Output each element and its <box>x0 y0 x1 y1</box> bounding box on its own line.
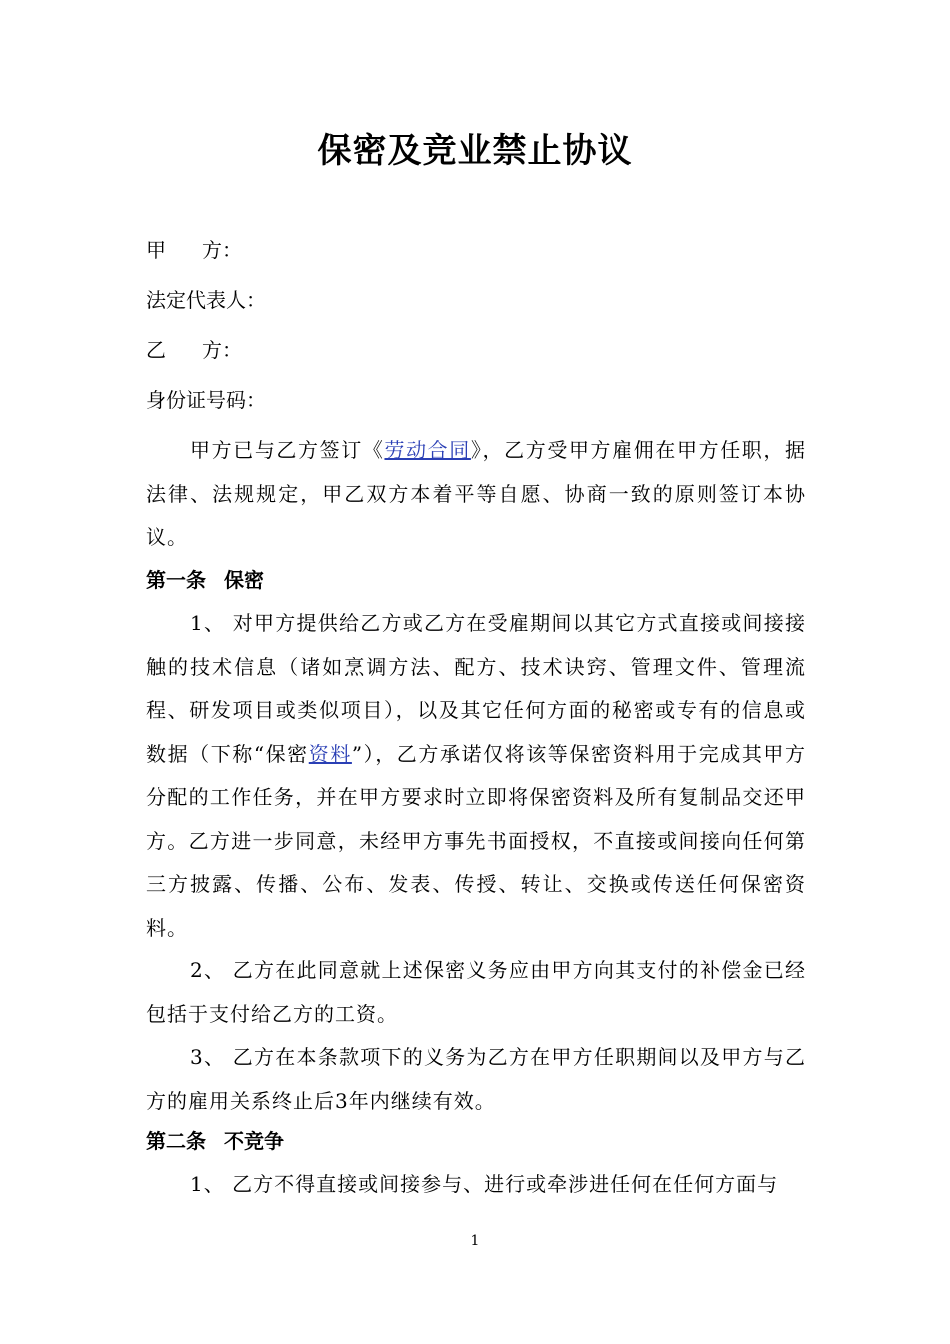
party-b-field <box>146 336 242 364</box>
labor-contract-link[interactable]: 劳动合同 <box>384 438 471 462</box>
document-title: 保密及竞业禁止协议 <box>317 131 633 171</box>
party-a-field <box>146 236 242 264</box>
intro-text-after: 》，乙方受甲方雇佣在甲方任职，据法律、法规规定，甲乙双方本着平等自愿、协商一致的原则签订本协议。 <box>146 438 807 549</box>
article-1-clause-3: 3、 乙方在本条款项下的义务为乙方在甲方任职期间以及甲方与乙方的雇用关系终止后3年内继续有效。 <box>146 1045 806 1113</box>
intro-text-before: 甲方已与乙方签订《 <box>190 438 385 462</box>
materials-link[interactable]: 资料 <box>308 741 352 766</box>
article-1-title: 保密 <box>224 568 264 592</box>
clause-1-text-after: ”），乙方承诺仅将该等保密资料用于完成其甲方分配的工作任务，并在甲方要求时立即将保密资料及所有复制品交还甲方。乙方进一步同意，未经甲方事先书面授权，不直接或间接向任何第三方披露、传播、公布、发表、传授、转让、交换或传送任何保密资料。 <box>146 741 806 940</box>
legal-representative-label: 法定代表人： <box>146 288 266 312</box>
party-b-label-1: 乙 <box>146 338 166 362</box>
party-a-label-1: 甲 <box>146 238 166 262</box>
article-2-clause-1: 1、 乙方不得直接或间接参与、进行或牵涉进任何在任何方面与 <box>190 1172 779 1196</box>
article-1-clause-2: 2、 乙方在此同意就上述保密义务应由甲方向其支付的补偿金已经包括于支付给乙方的工资。 <box>146 958 806 1026</box>
article-2-number: 第二条 <box>146 1129 206 1153</box>
intro-paragraph <box>146 429 806 560</box>
party-a-label-2: 方： <box>202 238 242 262</box>
article-1-heading <box>146 566 264 594</box>
id-number-label: 身份证号码： <box>146 388 266 412</box>
id-number-field <box>146 386 266 414</box>
article-2-heading <box>146 1127 284 1155</box>
page-number: 1 <box>470 1233 480 1249</box>
party-b-label-2: 方： <box>202 338 242 362</box>
clause-1-text-before: 1、 对甲方提供给乙方或乙方在受雇期间以其它方式直接或间接接触的技术信息（诸如烹调方法、配方、技术诀窍、管理文件、管理流程、研发项目或类似项目），以及其它任何方面的秘密或专有的信息或数据（下称“保密 <box>146 611 806 766</box>
article-2-title: 不竞争 <box>224 1129 284 1153</box>
article-1-number: 第一条 <box>146 568 206 592</box>
legal-representative-field <box>146 286 266 314</box>
article-1-clause-1 <box>146 602 806 950</box>
